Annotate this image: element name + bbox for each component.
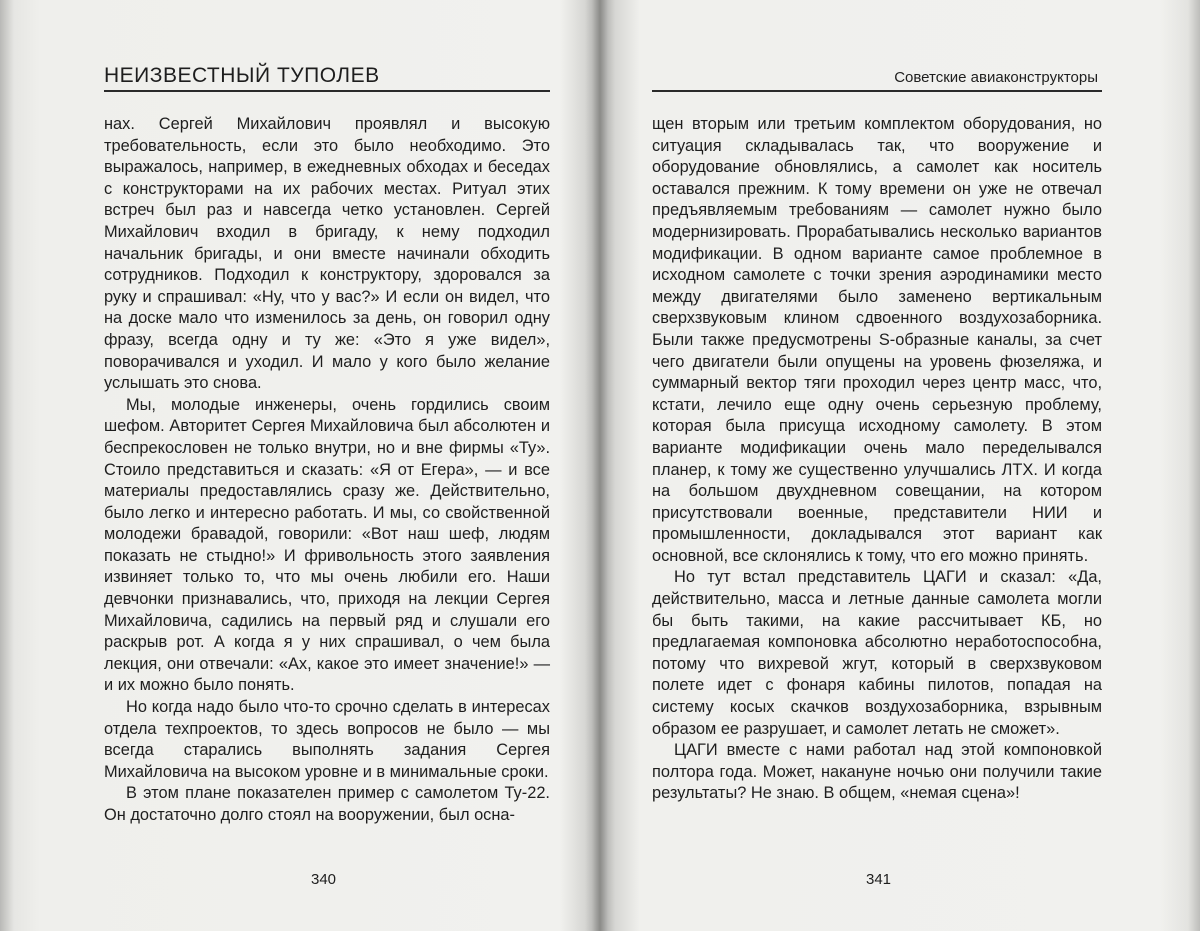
left-page-text [104,114,550,827]
page-number-left: 340 [311,871,337,888]
paragraph: ЦАГИ вместе с нами работал над этой компоновкой полтора года. Может, накануне ночью они получили такие результаты? Не знаю. В общем, «немая сцена»! [652,741,1102,803]
page-number-right: 341 [866,871,892,888]
paragraph: щен вторым или третьим комплектом оборудования, но ситуация складывалась так, что вооружение и оборудование обновлялись, а самолет как носитель оставался прежним. К тому времени он уже не отвечал предъявляемым требованиям — самолет нужно было модернизировать. Прорабатывались несколько вариантов модификации. В одном варианте самое проблемное в исходном самолете с точки зрения аэродинамики место между двигателями было заменено вертикальным сверхзвуковым клином сдвоенного воздухозаборника. Были также предусмотрены S-образные каналы, за счет чего двигатели были опущены на уровень фюзеляжа, и суммарный вектор тяги проходил через центр масс, что, кстати, лечило еще одну очень серьезную проблему, которая была присуща исходному самолету. В этом варианте модификации очень мало переделывался планер, к тому же существенно улучшались ЛТХ. И когда на большом двухдневном совещании, на котором присутствовали военные, представители НИИ и промышленности, докладывался этот вариант как основной, все склонялись к тому, что его можно принять. [652,115,1102,565]
paragraph: В этом плане показателен пример с самолетом Ту-22. Он достаточно долго стоял на вооружении, был осна- [104,784,550,824]
running-head-left [104,62,550,92]
running-head-right [652,62,1102,92]
paragraph: Мы, молодые инженеры, очень гордились своим шефом. Авторитет Сергея Михайловича был абсолютен и беспрекословен не только внутри, но и вне фирмы «Ту». Стоило представиться и сказать: «Я от Егера», — и все материалы предоставлялись сразу же. Действительно, было легко и интересно работать. И мы, со свойственной молодежи бравадой, говорили: «Вот наш шеф, людям показать не стыдно!» И фривольность этого заявления извиняет только то, что мы очень любили его. Наши девчонки признавались, что, приходя на лекции Сергея Михайловича, садились на первый ряд и слушали его раскрыв рот. А когда я у них спрашивал, о чем была лекция, они отвечали: «Ах, какое это имеет значение!» — и их можно было понять. [104,395,550,695]
paragraph: нах. Сергей Михайлович проявлял и высокую требовательность, если это было необходимо. Это выражалось, например, в ежедневных обходах и беседах с конструкторами на их рабочих местах. Ритуал этих встреч был раз и навсегда четко установлен. Сергей Михайлович входил в бригаду, к нему подходил начальник бригады, и они вместе начинали обходить сотрудников. Подходил к конструктору, здоровался за руку и спрашивал: «Ну, что у вас?» И если он видел, что на доске мало что изменилось за день, он говорил одну фразу, всегда одну и ту же: «Это я уже видел», поворачивался и уходил. И мало у кого было желание услышать это снова. [104,115,550,393]
paragraph: Но тут встал представитель ЦАГИ и сказал: «Да, действительно, масса и летные данные самолета могли бы быть такими, на какие рассчитывает КБ, но предлагаемая компоновка абсолютно неработоспособна, потому что вихревой жгут, который в сверхзвуковом полете идет с фонаря кабины пилотов, попадая на систему косых скачков воздухозаборника, взрывным образом ее разрушает, и самолет летать не сможет». [652,568,1102,738]
paragraph: Но когда надо было что-то срочно сделать в интересах отдела техпроектов, то здесь вопросов не было — мы всегда старались выполнять задания Сергея Михайловича на высоком уровне и в минимальные сроки. [104,698,550,781]
section-title-header: Советские авиаконструкторы [894,69,1098,86]
book-title-header: НЕИЗВЕСТНЫЙ ТУПОЛЕВ [104,64,380,87]
right-page [600,0,1200,931]
right-page-text [652,114,1102,805]
